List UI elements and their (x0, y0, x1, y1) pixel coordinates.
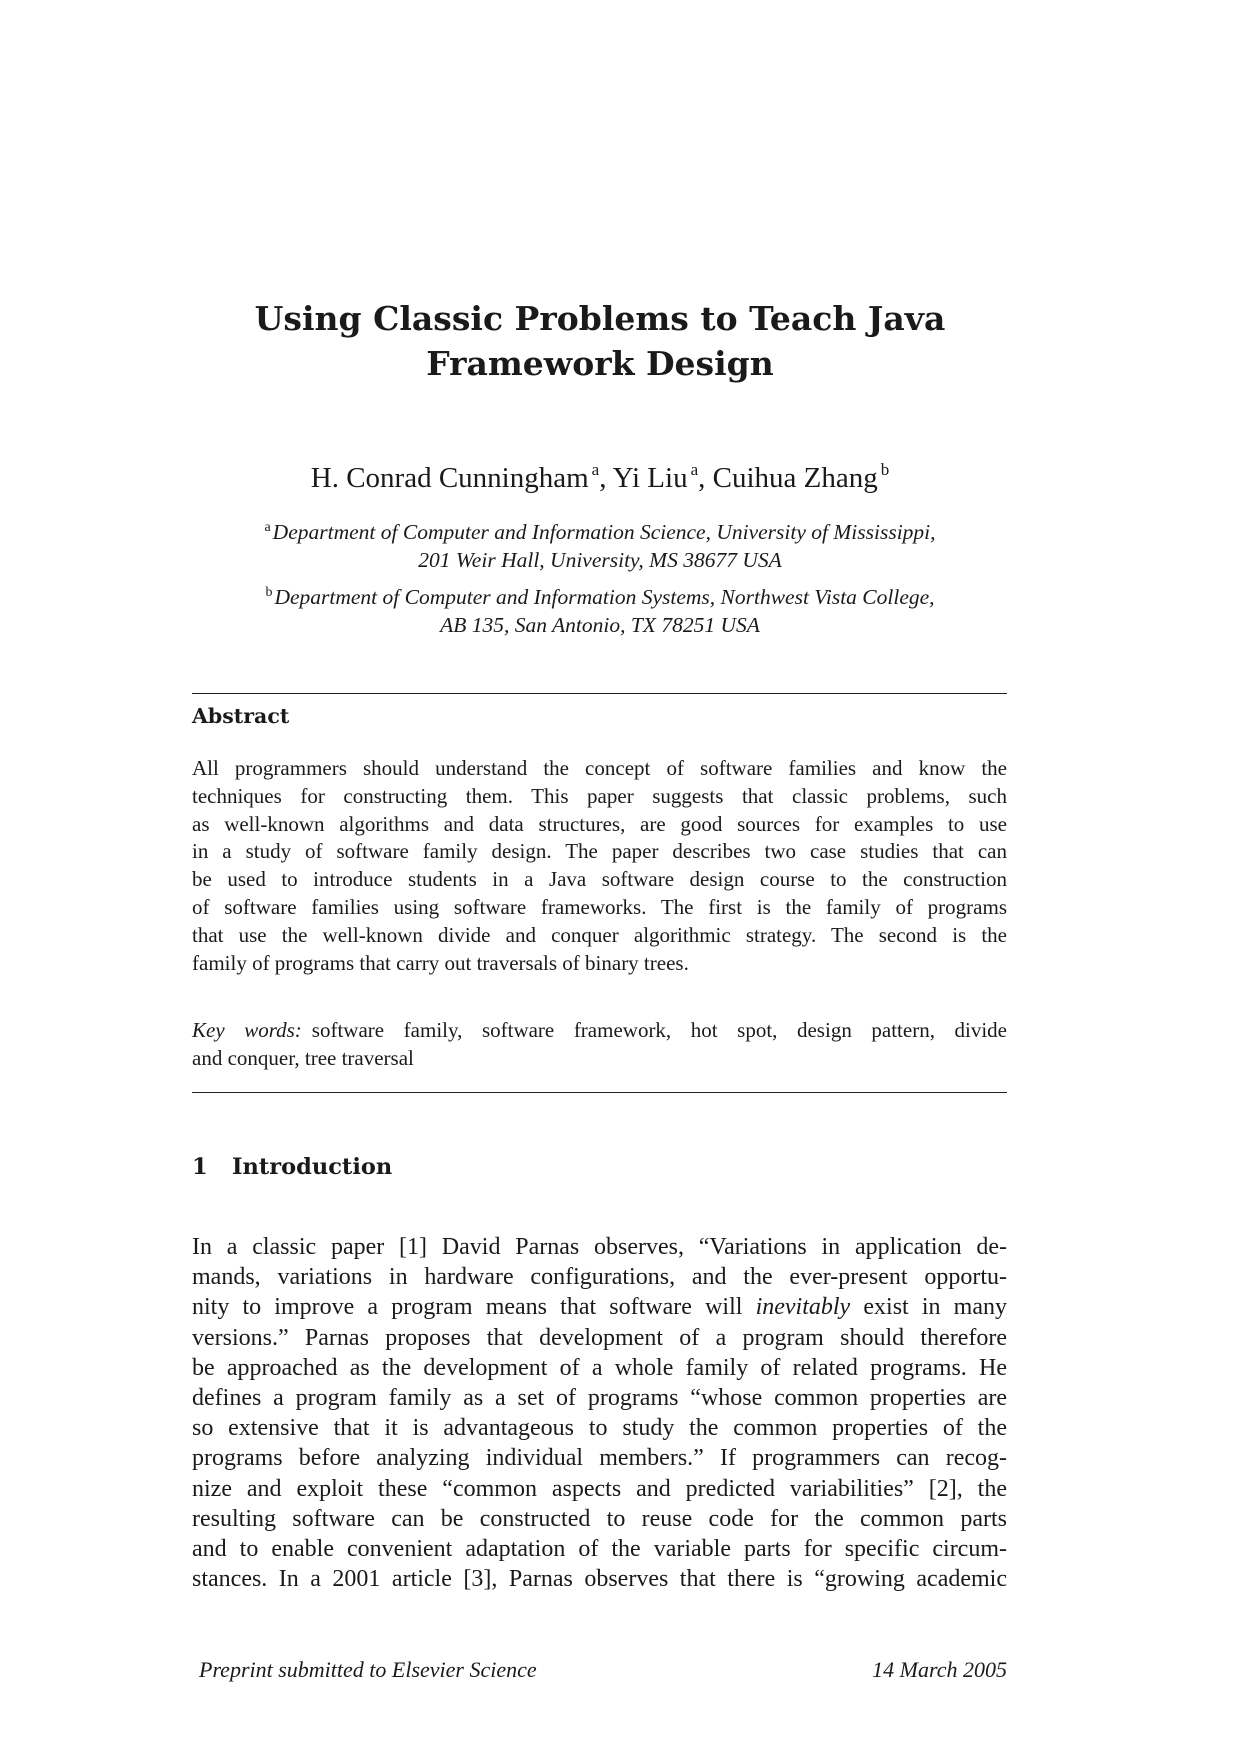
body-line: stances. In a 2001 article [3], Parnas observes that there is “growing academic (192, 1566, 1007, 1593)
keywords-line: and conquer, tree traversal (192, 1045, 414, 1070)
section-heading (192, 1154, 392, 1180)
body-line: In a classic paper [1] David Parnas observes, “Variations in application de- (192, 1234, 1007, 1260)
body-line: nize and exploit these “common aspects and predicted variabilities” [2], the (192, 1475, 1007, 1502)
keywords-text: software family, software framework, hot spot, design pattern, divide (311, 1018, 1008, 1042)
affiliation-text: Department of Computer and Information Science, University of Mississippi, (272, 520, 936, 544)
abstract-top-rule (192, 693, 1007, 694)
abstract-body (192, 755, 1007, 977)
affiliation-text: Department of Computer and Information Systems, Northwest Vista College, (274, 585, 935, 609)
title-line-2: Framework Design (426, 344, 774, 383)
affiliation-line: AB 135, San Antonio, TX 78251 USA (440, 613, 760, 637)
author-affil-mark: a (690, 460, 699, 479)
body-line: versions.” Parnas proposes that development of a program should therefore (192, 1324, 1007, 1351)
body-line: and to enable convenient adaptation of the variable parts for specific circum- (192, 1536, 1007, 1563)
body-line (192, 1292, 1007, 1322)
section-title: Introduction (232, 1154, 393, 1180)
affiliation-line (0, 579, 1200, 611)
affiliation-mark: a (264, 520, 271, 535)
abstract-line: family of programs that carry out traversals of binary trees. (192, 950, 689, 975)
introduction-body (192, 1232, 1007, 1594)
author-name: H. Conrad Cunningham (310, 462, 589, 494)
body-line: programs before analyzing individual members.” If programmers can recog- (192, 1445, 1007, 1472)
body-line: resulting software can be constructed to reuse code for the common parts (192, 1505, 1007, 1532)
author-name: Yi Liu (612, 462, 688, 494)
body-text-span: nity to improve a program means that software will (192, 1294, 756, 1321)
abstract-line: be used to introduce students in a Java software design course to the construction (192, 867, 1007, 892)
abstract-bottom-rule (192, 1092, 1007, 1093)
keywords-label: Key words: (192, 1018, 302, 1042)
affiliation-mark: b (265, 585, 273, 600)
author-affil-mark: a (591, 460, 600, 479)
author-list: H. Conrad Cunningham $^a$, Yi Liu $^a$, Cuihua Zhang $^b$ (310, 460, 890, 494)
author-affil-mark: b (880, 460, 890, 479)
abstract-heading: Abstract (192, 704, 290, 728)
body-line: mands, variations in hardware configurations, and the ever-present opportu- (192, 1264, 1007, 1291)
section-number: 1 (192, 1154, 208, 1180)
affiliation-line (0, 514, 1200, 546)
title-line-1: Using Classic Problems to Teach Java (254, 299, 946, 338)
abstract-line: techniques for constructing them. This paper suggests that classic problems, such (192, 783, 1007, 808)
keywords (192, 1017, 1007, 1073)
author-name: Cuihua Zhang (712, 462, 878, 494)
body-text-span: exist in many (850, 1294, 1007, 1321)
affiliation-line: 201 Weir Hall, University, MS 38677 USA (418, 548, 782, 572)
body-line: so extensive that it is advantageous to study the common properties of the (192, 1415, 1007, 1442)
footer-date: 14 March 2005 (872, 1657, 1007, 1682)
footer-preprint-note: Preprint submitted to Elsevier Science (199, 1657, 537, 1682)
keywords-line (192, 1017, 1007, 1045)
abstract-line: All programmers should understand the concept of software families and know the (192, 756, 1007, 780)
affiliation-a (0, 514, 1200, 574)
body-line: be approached as the development of a whole family of related programs. He (192, 1354, 1007, 1381)
paper-title (0, 296, 1200, 386)
abstract-line: as well-known algorithms and data structures, are good sources for examples to use (192, 811, 1007, 836)
abstract-line: that use the well-known divide and conquer algorithmic strategy. The second is the (192, 922, 1007, 947)
body-line: defines a program family as a set of programs “whose common properties are (192, 1385, 1007, 1412)
abstract-line: in a study of software family design. The paper describes two case studies that can (192, 839, 1007, 864)
abstract-line: of software families using software frameworks. The first is the family of programs (192, 894, 1007, 919)
affiliation-b (0, 579, 1200, 639)
emphasis: inevitably (755, 1294, 851, 1321)
